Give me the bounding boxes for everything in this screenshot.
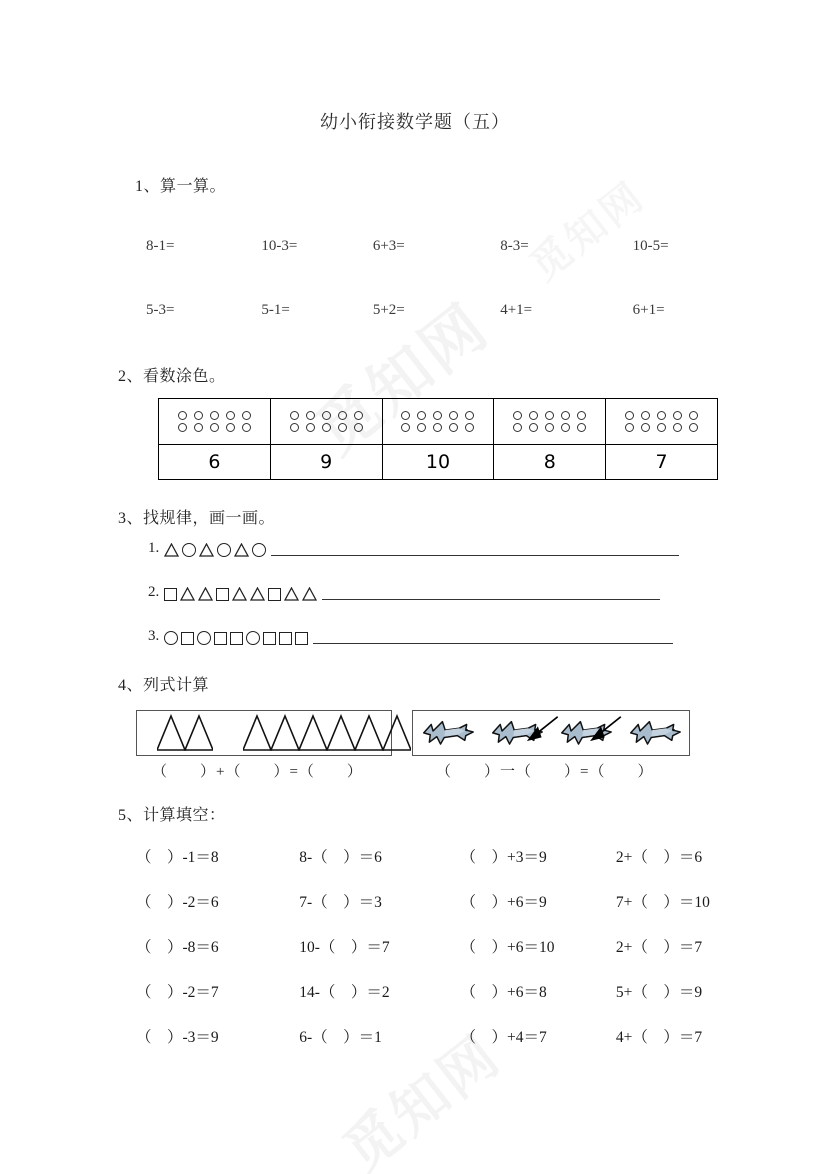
circle-icon: [182, 543, 196, 557]
shark-picture-box: [412, 710, 690, 756]
calc-item: 8-1=: [146, 238, 175, 254]
circle-icon[interactable]: [417, 411, 426, 420]
fill-item: 14-（ ）＝2: [299, 984, 390, 1001]
circle-icon[interactable]: [354, 411, 363, 420]
dot-grid: [494, 411, 605, 432]
dot-grid: [606, 411, 717, 432]
circle-icon[interactable]: [417, 423, 426, 432]
circle-icon[interactable]: [673, 411, 682, 420]
shark-icon: [420, 716, 476, 746]
dot-line: [625, 411, 698, 420]
shark-item: [627, 716, 683, 751]
circle-icon[interactable]: [545, 411, 554, 420]
count-number: 8: [494, 445, 606, 480]
count-color-table: [158, 398, 718, 480]
fill-row: [126, 1025, 730, 1047]
triangle-icon: [180, 587, 195, 601]
fill-item: （ ）+6＝9: [460, 894, 547, 911]
shark-icon: [558, 716, 614, 746]
pattern-number: 3.: [148, 628, 160, 644]
calc-item: 5-3=: [146, 302, 175, 318]
fill-item: 5+（ ）＝9: [615, 984, 703, 1001]
calc-item: 6+1=: [632, 302, 665, 318]
circle-icon[interactable]: [338, 411, 347, 420]
section-4-heading: 4、列式计算: [118, 677, 210, 694]
circle-icon: [246, 631, 260, 645]
fill-item: 4+（ ）＝7: [615, 1029, 703, 1046]
circle-icon: [197, 631, 211, 645]
triangle-icon: [302, 587, 317, 601]
calc-row: [130, 302, 730, 319]
circle-icon[interactable]: [322, 423, 331, 432]
calc-item: 4+1=: [500, 302, 533, 318]
square-icon: [214, 632, 227, 645]
circle-icon[interactable]: [401, 411, 410, 420]
section-1-heading: 1、算一算。: [135, 178, 227, 195]
circle-icon[interactable]: [641, 411, 650, 420]
fill-item: （ ）+3＝9: [460, 849, 547, 866]
fill-item: 6-（ ）＝1: [299, 1029, 382, 1046]
dot-cell: [270, 399, 382, 445]
calc-item: 6+3=: [372, 238, 405, 254]
circle-icon[interactable]: [561, 411, 570, 420]
circle-icon[interactable]: [689, 411, 698, 420]
dot-cell: [494, 399, 606, 445]
triangle-icon: [199, 543, 214, 557]
circle-icon[interactable]: [561, 423, 570, 432]
dot-line: [401, 423, 474, 432]
circle-icon[interactable]: [513, 411, 522, 420]
calc-item: 5+2=: [372, 302, 405, 318]
calc-item: 8-3=: [500, 238, 529, 254]
pattern-number: 1.: [148, 540, 160, 556]
section-3-heading: 3、找规律，画一画。: [118, 510, 276, 527]
dot-cell: [159, 399, 271, 445]
dot-grid: [383, 411, 494, 432]
fill-item: （ ）-1＝8: [136, 849, 219, 866]
square-icon: [263, 632, 276, 645]
pattern-shapes: [163, 587, 318, 601]
equation-left: （ ）+（ ）=（ ）: [152, 764, 363, 780]
circle-icon[interactable]: [449, 423, 458, 432]
circle-icon[interactable]: [433, 423, 442, 432]
circle-icon: [252, 543, 266, 557]
square-icon: [230, 632, 243, 645]
section-2-heading: 2、看数涂色。: [118, 368, 226, 385]
shark-item: [558, 716, 614, 751]
section-5-heading: 5、计算填空：: [118, 807, 226, 824]
circle-icon[interactable]: [401, 423, 410, 432]
fill-item: 10-（ ）＝7: [299, 939, 390, 956]
fill-item: （ ）-2＝6: [136, 894, 219, 911]
pattern-row: [148, 584, 660, 601]
triangle-icon: [198, 587, 213, 601]
pattern-shapes: [163, 543, 267, 557]
fill-row: [126, 935, 730, 957]
triangle-group-left: [157, 714, 213, 752]
circle-icon[interactable]: [513, 423, 522, 432]
circle-icon[interactable]: [290, 423, 299, 432]
circle-icon[interactable]: [625, 423, 634, 432]
table-row-dots: [159, 399, 718, 445]
shark-icon: [489, 716, 545, 746]
dot-line: [513, 423, 586, 432]
dot-cell: [382, 399, 494, 445]
fill-item: 7+（ ）＝10: [615, 894, 710, 911]
circle-icon[interactable]: [577, 411, 586, 420]
circle-icon[interactable]: [673, 423, 682, 432]
fill-item: 2+（ ）＝6: [615, 849, 703, 866]
circle-icon[interactable]: [322, 411, 331, 420]
circle-icon[interactable]: [194, 423, 203, 432]
fill-item: （ ）+6＝10: [460, 939, 555, 956]
circle-icon[interactable]: [290, 411, 299, 420]
circle-icon[interactable]: [689, 423, 698, 432]
fill-item: 8-（ ）＝6: [299, 849, 382, 866]
shark-row: [413, 711, 689, 755]
watermark-text: [516, 165, 655, 291]
circle-icon[interactable]: [338, 423, 347, 432]
circle-icon[interactable]: [210, 423, 219, 432]
count-number: 10: [382, 445, 494, 480]
square-icon: [216, 588, 229, 601]
dot-line: [513, 411, 586, 420]
circle-icon[interactable]: [178, 411, 187, 420]
dot-line: [178, 411, 251, 420]
triangle-picture-box: [136, 710, 392, 756]
circle-icon[interactable]: [178, 423, 187, 432]
calc-row: [130, 238, 730, 255]
page-title: 幼小衔接数学题（五）: [320, 112, 510, 132]
circle-icon[interactable]: [194, 411, 203, 420]
circle-icon[interactable]: [354, 423, 363, 432]
shark-item: [489, 716, 545, 751]
triangle-icon: [234, 543, 249, 557]
circle-icon[interactable]: [625, 411, 634, 420]
circle-icon[interactable]: [306, 423, 315, 432]
pattern-row: [148, 628, 673, 645]
count-number: 6: [159, 445, 271, 480]
circle-icon[interactable]: [242, 411, 251, 420]
circle-icon[interactable]: [449, 411, 458, 420]
calc-item: 5-1=: [261, 302, 290, 318]
answer-line[interactable]: [313, 642, 673, 644]
circle-icon: [164, 631, 178, 645]
circle-icon[interactable]: [242, 423, 251, 432]
fill-item: （ ）+6＝8: [460, 984, 547, 1001]
triangle-icon: [232, 587, 247, 601]
dot-line: [401, 411, 474, 420]
dot-line: [290, 411, 363, 420]
answer-line[interactable]: [322, 598, 660, 600]
equation-right: （ ）一（ ）=（ ）: [436, 764, 654, 780]
circle-icon[interactable]: [657, 411, 666, 420]
fill-row: [126, 980, 730, 1002]
pattern-shapes: [163, 631, 309, 645]
calc-item: 10-3=: [261, 238, 298, 254]
circle-icon[interactable]: [545, 423, 554, 432]
circle-icon[interactable]: [577, 423, 586, 432]
circle-icon[interactable]: [657, 423, 666, 432]
circle-icon[interactable]: [210, 411, 219, 420]
circle-icon[interactable]: [529, 411, 538, 420]
fill-item: （ ）+4＝7: [460, 1029, 547, 1046]
pattern-row: [148, 540, 679, 557]
triangle-icon: [284, 587, 299, 601]
fill-item: （ ）-2＝7: [136, 984, 219, 1001]
circle-icon[interactable]: [529, 423, 538, 432]
fill-item: 2+（ ）＝7: [615, 939, 703, 956]
calc-item: 10-5=: [632, 238, 669, 254]
square-icon: [268, 588, 281, 601]
fill-row: [126, 890, 730, 912]
circle-icon: [217, 543, 231, 557]
circle-icon[interactable]: [641, 423, 650, 432]
circle-icon[interactable]: [226, 423, 235, 432]
fill-item: （ ）-8＝6: [136, 939, 219, 956]
shark-item: [420, 716, 476, 751]
square-icon: [295, 632, 308, 645]
count-number: 7: [606, 445, 718, 480]
square-icon: [164, 588, 177, 601]
count-number: 9: [270, 445, 382, 480]
triangle-group-right: [243, 714, 411, 752]
circle-icon[interactable]: [465, 411, 474, 420]
square-icon: [181, 632, 194, 645]
fill-item: 7-（ ）＝3: [299, 894, 382, 911]
pattern-number: 2.: [148, 584, 160, 600]
circle-icon[interactable]: [226, 411, 235, 420]
fill-row: [126, 845, 730, 867]
dot-grid: [271, 411, 382, 432]
circle-icon[interactable]: [433, 411, 442, 420]
dot-line: [290, 423, 363, 432]
dot-line: [625, 423, 698, 432]
shark-icon: [627, 716, 683, 746]
dot-grid: [159, 411, 270, 432]
square-icon: [279, 632, 292, 645]
triangle-icon: [164, 543, 179, 557]
dot-cell: [606, 399, 718, 445]
fill-item: （ ）-3＝9: [136, 1029, 219, 1046]
circle-icon[interactable]: [306, 411, 315, 420]
dot-line: [178, 423, 251, 432]
circle-icon[interactable]: [465, 423, 474, 432]
triangle-icon: [250, 587, 265, 601]
table-row-numbers: [159, 445, 718, 480]
answer-line[interactable]: [271, 554, 679, 556]
